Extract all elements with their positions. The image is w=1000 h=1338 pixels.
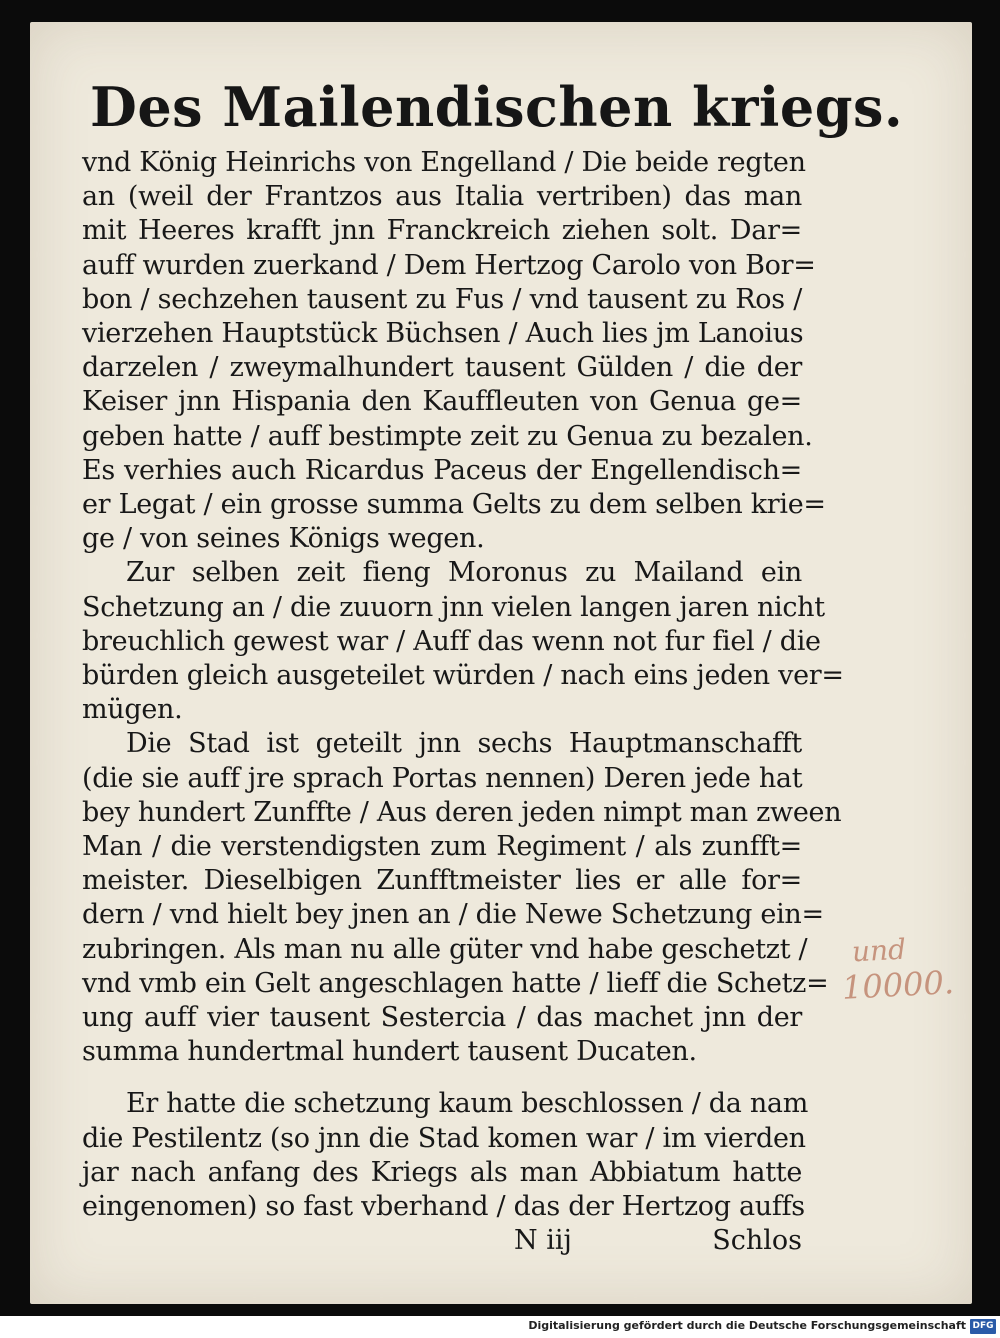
- text-line: dern / vnd hielt bey jnen an / die Newe Schetzung ein=: [82, 899, 824, 931]
- paragraph: [82, 1087, 809, 1224]
- text-line: bon / sechzehen tausent zu Fus / vnd tausent zu Ros /: [82, 283, 802, 315]
- text-line: eingenomen) so fast vberhand / das der Hertzog auffs: [82, 1191, 805, 1223]
- signature-mark: N iij: [514, 1225, 572, 1257]
- text-line: breuchlich gewest war / Auff das wenn not fur fiel / die: [82, 625, 821, 657]
- text-line: Er hatte die schetzung kaum beschlossen / da nam: [126, 1088, 809, 1120]
- paragraph: [82, 146, 826, 556]
- text-line: mügen.: [82, 694, 183, 726]
- text-line: (die sie auff jre sprach Portas nennen) Deren jede hat: [82, 762, 803, 794]
- paragraph-gap: [82, 1069, 802, 1087]
- text-line: darzelen / zweymalhundert tausent Gülden / die der: [82, 352, 802, 384]
- paragraph: [82, 556, 844, 727]
- text-line: Keiser jnn Hispania den Kauffleuten von Genua ge=: [82, 386, 802, 418]
- text-line: zubringen. Als man nu alle güter vnd habe geschetzt /: [82, 933, 808, 965]
- text-line: geben hatte / auff bestimpte zeit zu Genua zu bezalen.: [82, 420, 813, 452]
- text-line: an (weil der Frantzos aus Italia vertriben) das man: [82, 181, 802, 213]
- text-line: summa hundertmal hundert tausent Ducaten.: [82, 1036, 697, 1068]
- text-line: die Pestilentz (so jnn die Stad komen war / im vierden: [82, 1122, 806, 1154]
- running-header: Des Mailendischen kriegs.: [90, 75, 904, 139]
- text-line: mit Heeres krafft jnn Franckreich ziehen solt. Dar=: [82, 215, 802, 247]
- footer-bar: [0, 1316, 1000, 1338]
- catchword-line: [82, 1224, 802, 1258]
- text-line: vnd vmb ein Gelt angeschlagen hatte / lieff die Schetz=: [82, 967, 829, 999]
- text-line: Die Stad ist geteilt jnn sechs Hauptmanschafft: [126, 728, 802, 760]
- text-line: Zur selben zeit fieng Moronus zu Mailand ein: [126, 557, 802, 589]
- text-line: auff wurden zuerkand / Dem Hertzog Carolo von Bor=: [82, 249, 816, 281]
- text-line: ung auff vier tausent Sestercia / das machet jnn der: [82, 1002, 802, 1034]
- margin-note-und: und: [851, 932, 907, 969]
- catchword: Schlos: [712, 1225, 802, 1257]
- text-line: bey hundert Zunffte / Aus deren jeden nimpt man zween: [82, 796, 842, 828]
- text-line: jar nach anfang des Kriegs als man Abbiatum hatte: [82, 1156, 802, 1188]
- margin-note-number: 10000.: [841, 963, 955, 1007]
- text-line: meister. Dieselbigen Zunfftmeister lies er alle for=: [82, 865, 802, 897]
- text-line: Es verhies auch Ricardus Paceus der Engellendisch=: [82, 454, 802, 486]
- text-line: er Legat / ein grosse summa Gelts zu dem selben krie=: [82, 489, 826, 521]
- text-line: bürden gleich ausgeteilet würden / nach eins jeden ver=: [82, 660, 844, 692]
- dfg-logo-icon: DFG: [970, 1319, 996, 1334]
- text-line: Man / die verstendigsten zum Regiment / als zunfft=: [82, 831, 802, 863]
- paragraph: [82, 727, 842, 1069]
- book-page: [30, 22, 972, 1304]
- text-line: Schetzung an / die zuuorn jnn vielen langen jaren nicht: [82, 591, 825, 623]
- body-text: [82, 146, 844, 1224]
- text-line: vnd König Heinrichs von Engelland / Die beide regten: [82, 147, 806, 178]
- text-line: vierzehen Hauptstück Büchsen / Auch lies jm Lanoius: [82, 318, 804, 350]
- text-line: ge / von seines Königs wegen.: [82, 523, 485, 555]
- footer-credit: Digitalisierung gefördert durch die Deutsche Forschungsgemeinschaft: [528, 1319, 966, 1332]
